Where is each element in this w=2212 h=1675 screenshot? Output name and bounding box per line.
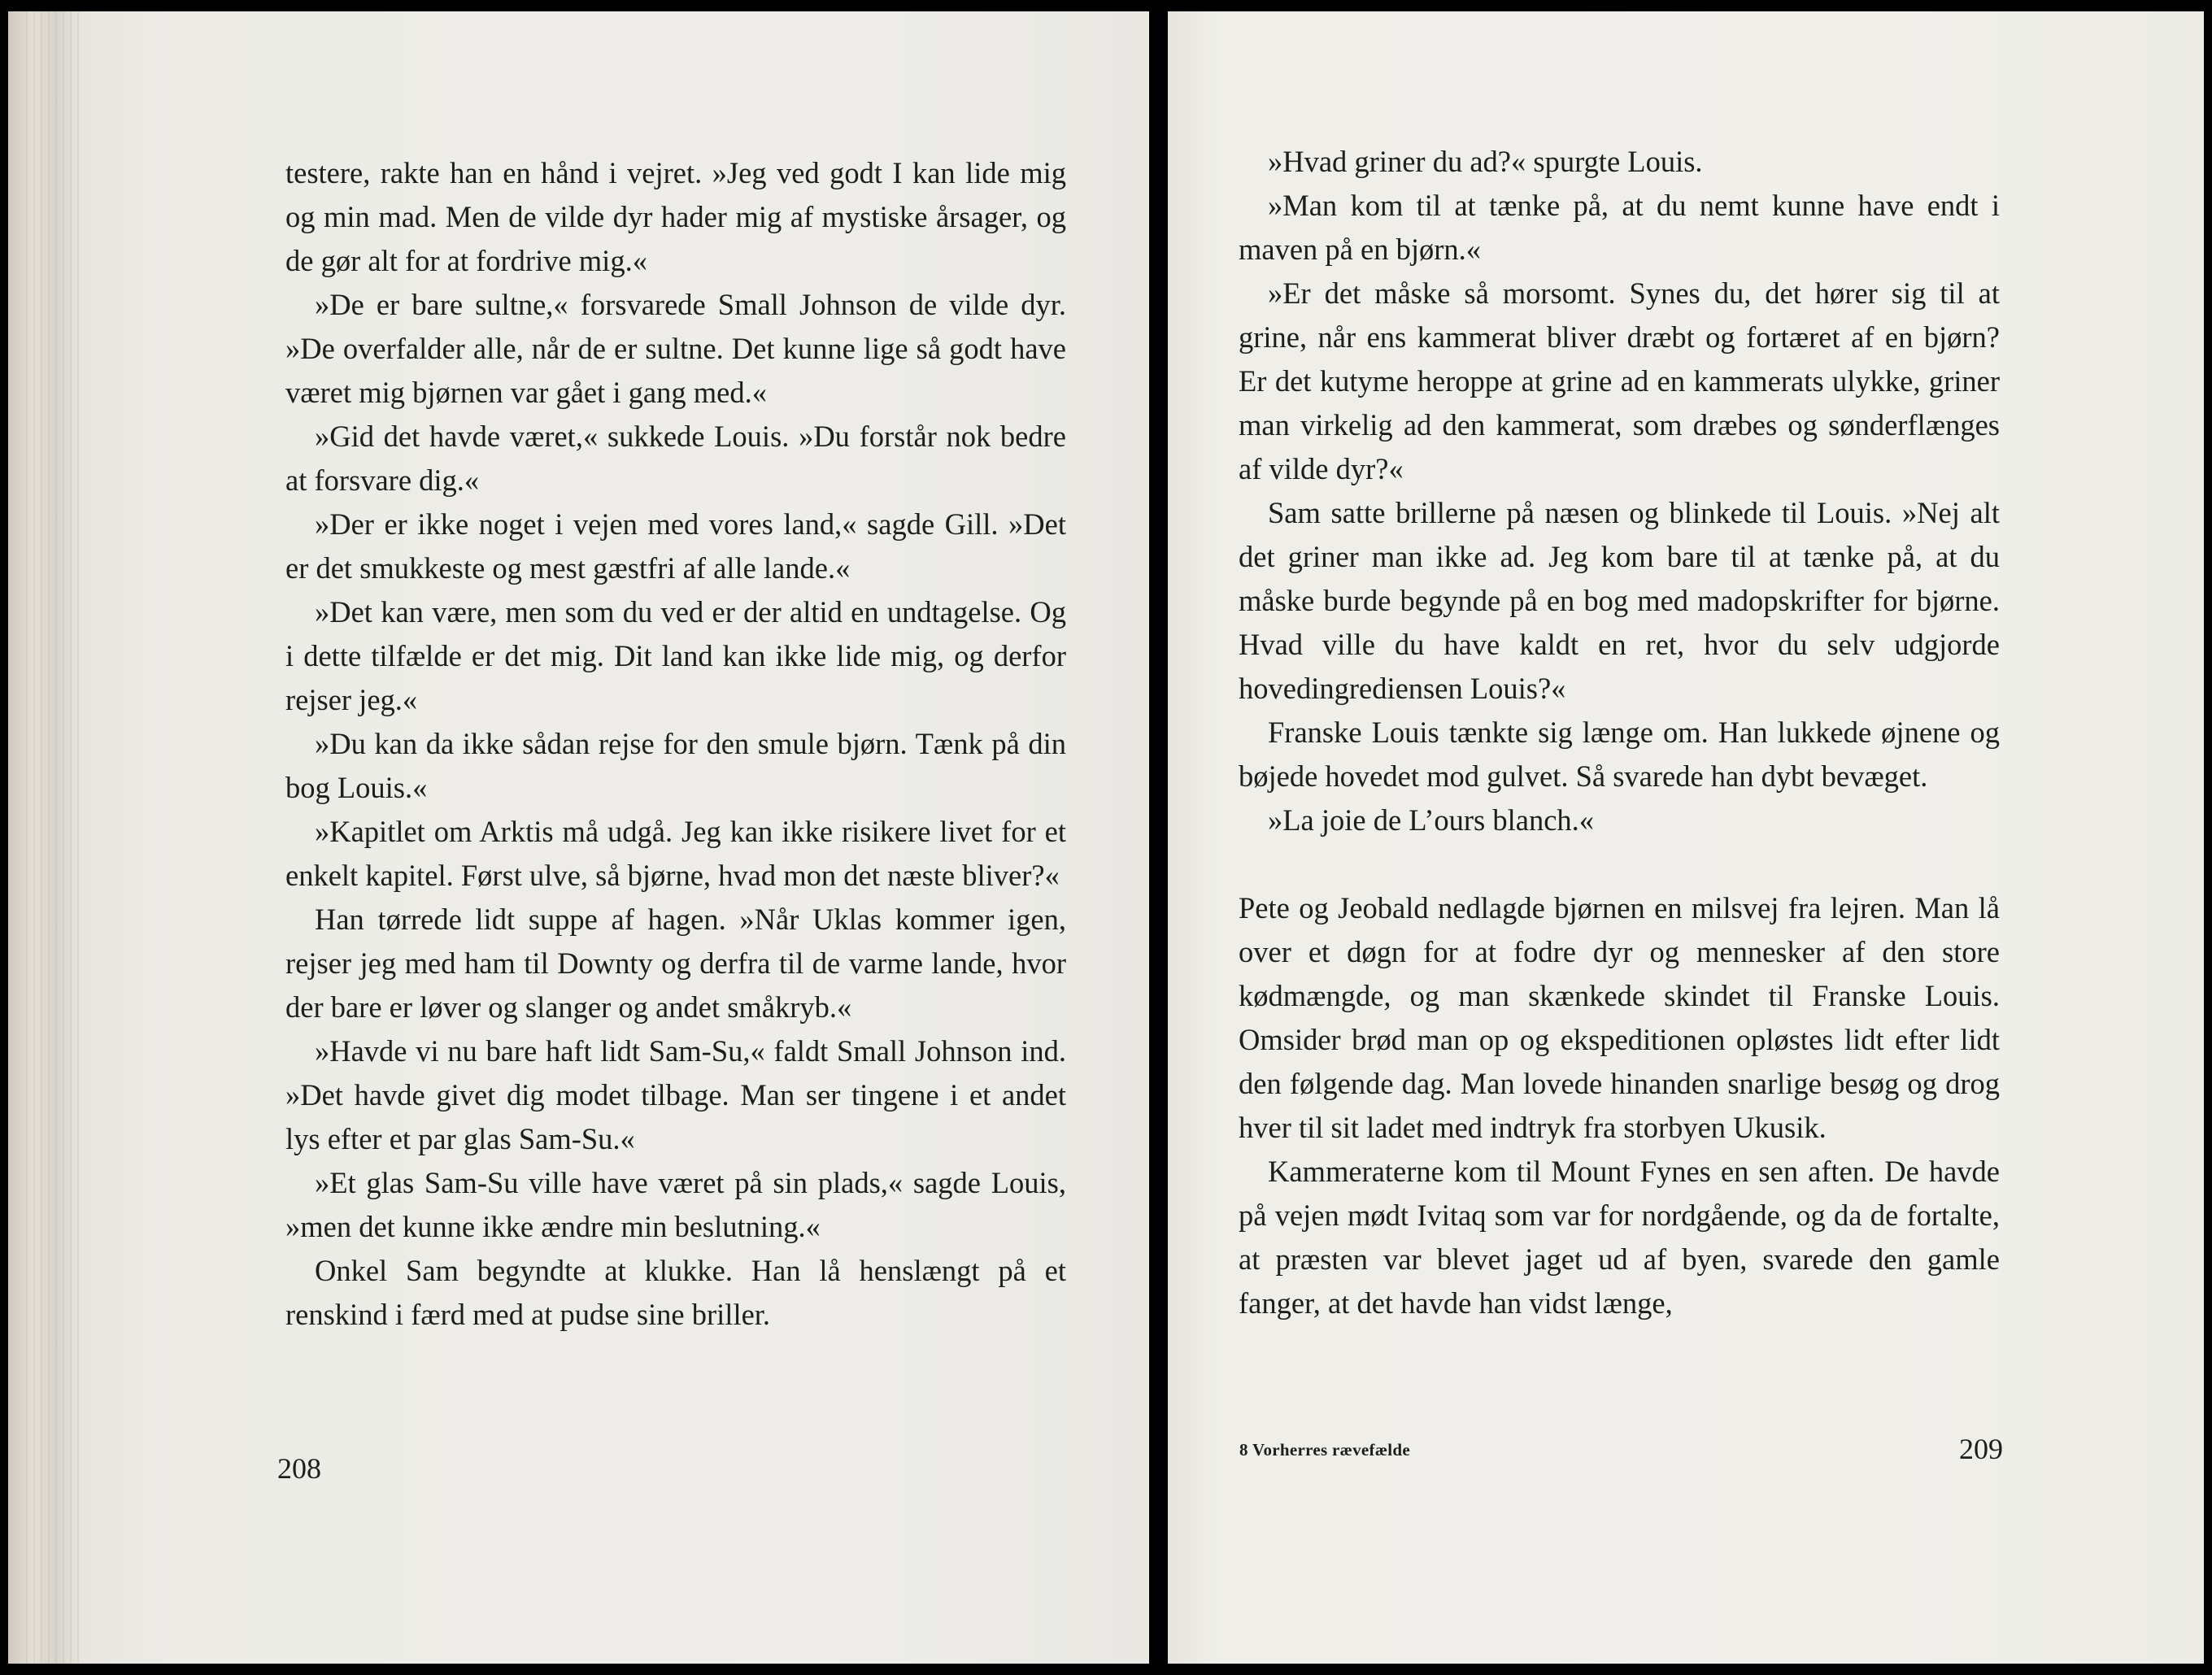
paragraph: »Hvad griner du ad?« spurgte Louis. <box>1268 145 1703 178</box>
paragraph: »Gid det havde været,« sukkede Louis. »Du forstår nok bedre at forsvare dig.« <box>285 420 1066 497</box>
right-page-text <box>1239 140 2000 1325</box>
paragraph: Franske Louis tænkte sig længe om. Han lukkede øjnene og bøjede hovedet mod gulvet. Så svarede han dybt bevæget. <box>1239 716 2000 793</box>
page-number-right: 209 <box>1959 1433 2003 1465</box>
paragraph: »La joie de L’ours blanch.« <box>1268 803 1595 837</box>
section-break <box>1239 842 2000 886</box>
right-page <box>1168 11 2204 1664</box>
signature-mark: 8 Vorherres rævefælde <box>1239 1440 1411 1460</box>
paragraph: »Der er ikke noget i vejen med vores land,« sagde Gill. »Det er det smukkeste og mest gæstfri af alle lande.« <box>285 507 1066 585</box>
paragraph: Pete og Jeobald nedlagde bjørnen en milsvej fra lejren. Man lå over et døgn for at fodre dyr og mennesker af den store kødmængde, og man skænkede skindet til Franske Louis. Omsider brød man op og ekspeditionen opløstes lidt efter lidt den følgende dag. Man lovede hinanden snarlige besøg og drog hver til sit ladet med indtryk fra storbyen Ukusik. <box>1239 891 2000 1144</box>
paragraph: »De er bare sultne,« forsvarede Small Johnson de vilde dyr. »De overfalder alle, når de er sultne. Det kunne lige så godt have været mig bjørnen var gået i gang med.« <box>285 288 1066 409</box>
paragraph: »Man kom til at tænke på, at du nemt kunne have endt i maven på en bjørn.« <box>1239 189 2000 266</box>
paragraph: »Det kan være, men som du ved er der altid en undtagelse. Og i dette tilfælde er det mig. Dit land kan ikke lide mig, og derfor rejser jeg.« <box>285 595 1066 716</box>
paragraph: »Er det måske så morsomt. Synes du, det hører sig til at grine, når ens kammerat bliver dræbt og fortæret af en bjørn? Er det kutyme heroppe at grine ad en kammerats ulykke, griner man virkelig ad den kammerat, som dræbes og sønderflænges af vilde dyr?« <box>1239 276 2000 485</box>
page-number-left: 208 <box>277 1452 321 1485</box>
left-page <box>8 11 1149 1664</box>
paragraph: »Kapitlet om Arktis må udgå. Jeg kan ikke risikere livet for et enkelt kapitel. Først ulve, så bjørne, hvad mon det næste bliver?« <box>285 815 1066 892</box>
paragraph: »Du kan da ikke sådan rejse for den smule bjørn. Tænk på din bog Louis.« <box>285 727 1066 804</box>
paragraph: »Havde vi nu bare haft lidt Sam-Su,« faldt Small Johnson ind. »Det havde givet dig modet tilbage. Man ser tingene i et andet lys efter et par glas Sam-Su.« <box>285 1034 1066 1155</box>
paragraph: Onkel Sam begyndte at klukke. Han lå henslængt på et renskind i færd med at pudse sine briller. <box>285 1254 1066 1331</box>
paragraph: Kammeraterne kom til Mount Fynes en sen aften. De havde på vejen mødt Ivitaq som var for nordgående, og da de fortalte, at præsten var blevet jaget ud af byen, svarede den gamle fanger, at det havde han vidst længe, <box>1239 1155 2000 1320</box>
paragraph: testere, rakte han en hånd i vejret. »Jeg ved godt I kan lide mig og min mad. Men de vilde dyr hader mig af mystiske årsager, og de gør alt for at fordrive mig.« <box>285 156 1066 277</box>
left-page-text <box>285 151 1066 1337</box>
paragraph: Han tørrede lidt suppe af hagen. »Når Uklas kommer igen, rejser jeg med ham til Downty og derfra til de varme lande, hvor der bare er løver og slanger og andet småkryb.« <box>285 903 1066 1024</box>
paragraph: »Et glas Sam-Su ville have været på sin plads,« sagde Louis, »men det kunne ikke ændre min beslutning.« <box>285 1166 1066 1243</box>
paragraph: Sam satte brillerne på næsen og blinkede til Louis. »Nej alt det griner man ikke ad. Jeg kom bare til at tænke på, at du måske burde begynde på en bog med madopskrifter for bjørne. Hvad ville du have kaldt en ret, hvor du selv udgjorde hovedingrediensen Louis?« <box>1239 496 2000 705</box>
